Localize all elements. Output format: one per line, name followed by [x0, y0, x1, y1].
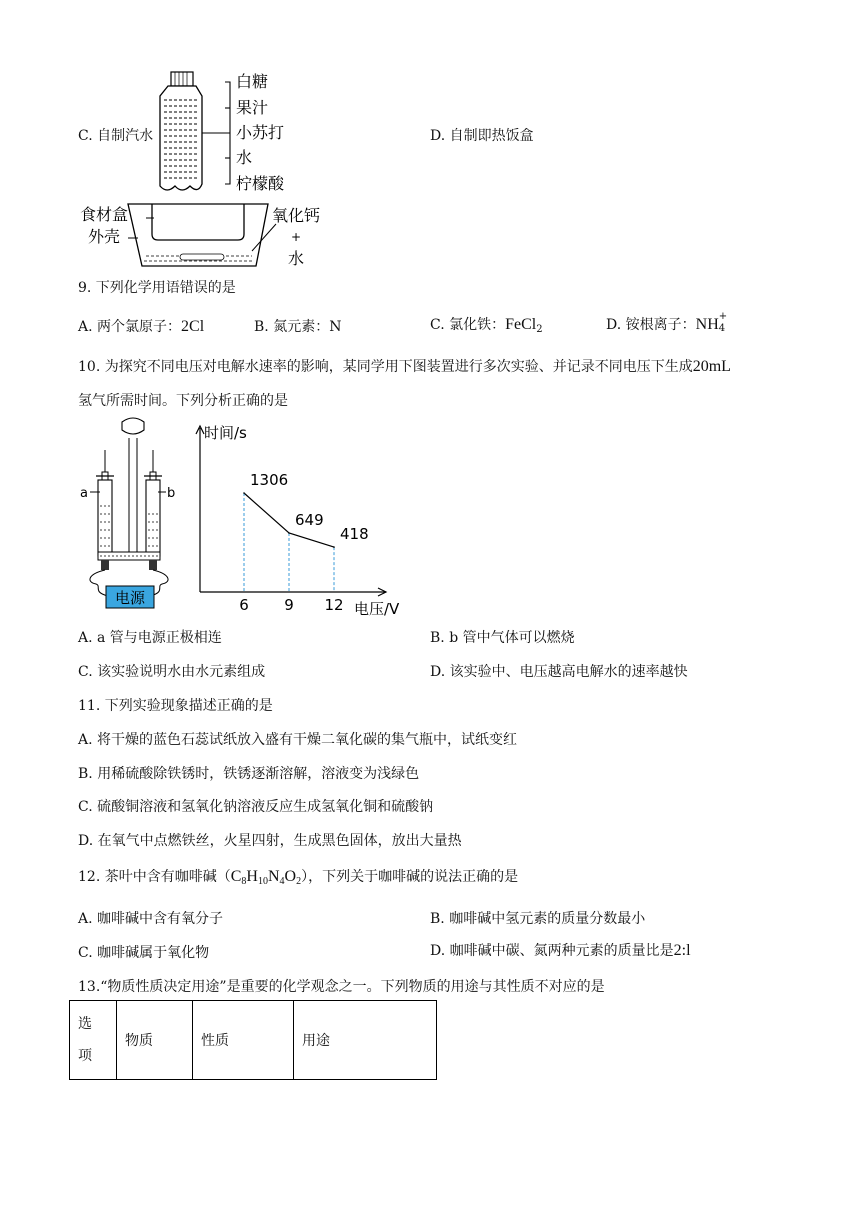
q9-option-c-text: C. 氯化铁：	[430, 317, 506, 333]
data-point-12	[333, 546, 335, 548]
q11-option-d: D. 在氧气中点燃铁丝，火星四射，生成黑色固体，放出大量热	[78, 833, 462, 849]
q10-option-a: A. a 管与电源正极相连	[78, 630, 222, 646]
electrolysis-apparatus	[78, 414, 190, 614]
q10-option-b: B. b 管中气体可以燃烧	[430, 630, 575, 646]
bottle-label-juice: 果汁	[236, 98, 269, 117]
header-substance: 物质	[117, 1001, 193, 1080]
q9-option-c	[430, 314, 543, 335]
lunchbox-label-water: 水	[288, 249, 305, 268]
q12-option-d-text: D. 咖啡碱中碳、氮两种元素的质量比是	[430, 943, 674, 959]
bottle-label-water: 水	[236, 148, 253, 167]
q11-stem: 11. 下列实验现象描述正确的是	[78, 698, 273, 714]
q9-option-d-subscript: 4	[718, 323, 726, 334]
y-axis-label: 时间/s	[204, 424, 247, 442]
q13-table	[69, 1000, 437, 1080]
q9-option-c-formula: FeCl	[505, 316, 537, 333]
header-use: 用途	[294, 1001, 437, 1080]
table-header-row	[70, 1001, 437, 1080]
power-supply-label: 电源	[114, 589, 146, 607]
header-property: 性质	[193, 1001, 294, 1080]
voltage-time-chart	[190, 414, 420, 620]
q9-option-b: B. 氮元素：N	[254, 319, 342, 335]
x-tick-label-9: 9	[284, 596, 294, 614]
bottle-label-citric-acid: 柠檬酸	[236, 174, 285, 193]
q10-option-d: D. 该实验中、电压越高电解水的速率越快	[430, 664, 688, 680]
q8-figures	[80, 66, 340, 272]
q11-option-c: C. 硫酸铜溶液和氢氧化钠溶液反应生成氢氧化铜和硫酸钠	[78, 799, 434, 815]
q9-stem: 9. 下列化学用语错误的是	[78, 280, 236, 296]
q9-option-a-text: A. 两个氯原子：	[78, 319, 182, 335]
q9-option-d	[606, 311, 728, 334]
q13-stem: 13.“物质性质决定用途”是重要的化学观念之一。下列物质的用途与其性质不对应的是	[78, 979, 605, 995]
q12-formula: $C_8H_{10}N_4O_2$	[230, 868, 302, 887]
q9-option-d-superscript: +	[718, 311, 728, 322]
q12-stem	[78, 866, 518, 887]
q12-option-c: C. 咖啡碱属于氧化物	[78, 945, 210, 961]
q8-option-c-label: C. 自制汽水	[78, 128, 154, 144]
data-point-6	[243, 492, 245, 494]
heat-lunchbox-figure	[80, 204, 320, 268]
q12-option-a: A. 咖啡碱中含有氧分子	[78, 911, 224, 927]
q12-option-d-ratio: 2:l	[673, 942, 691, 959]
data-point-9	[288, 532, 290, 534]
data-label-418: 418	[340, 525, 369, 544]
q12-option-d	[430, 940, 691, 960]
lunchbox-label-shell: 外壳	[88, 227, 121, 246]
q9-option-a	[78, 316, 204, 336]
data-label-649: 649	[295, 511, 324, 529]
x-tick-label-6: 6	[239, 596, 249, 614]
header-option: 选 项	[70, 1001, 117, 1080]
q9-option-d-text: D. 铵根离子：	[606, 317, 696, 333]
tube-a-label: a	[80, 486, 88, 501]
q11-option-b: B. 用稀硫酸除铁锈时，铁锈逐渐溶解，溶液变为浅绿色	[78, 766, 420, 782]
q12-stem-pre: 12. 茶叶中含有咖啡碱（	[78, 869, 231, 885]
tube-b-label: b	[167, 486, 176, 501]
q10-stem-amount: 20mL	[692, 358, 731, 375]
x-tick-label-12: 12	[324, 596, 344, 614]
q9-option-a-formula: 2Cl	[181, 318, 205, 335]
soda-bottle-figure	[160, 72, 285, 193]
q10-option-c: C. 该实验说明水由水元素组成	[78, 664, 266, 680]
q9-option-c-subscript: 2	[536, 324, 543, 335]
bottle-label-sugar: 白糖	[236, 72, 269, 91]
lunchbox-label-calcium-oxide: 氧化钙	[272, 206, 321, 225]
q10-stem-line2: 氢气所需时间。下列分析正确的是	[78, 393, 288, 409]
bottle-label-baking-soda: 小苏打	[236, 123, 285, 142]
q8-option-d-label: D. 自制即热饭盒	[430, 128, 534, 144]
lunchbox-label-plus: +	[291, 230, 302, 244]
q12-stem-post: ），下列关于咖啡碱的说法正确的是	[301, 869, 519, 885]
q10-stem-text: 10. 为探究不同电压对电解水速率的影响，某同学用下图装置进行多次实验、并记录不同电压下生成	[78, 359, 693, 375]
q11-option-a: A. 将干燥的蓝色石蕊试纸放入盛有干燥二氧化碳的集气瓶中，试纸变红	[78, 732, 518, 748]
q12-option-b: B. 咖啡碱中氢元素的质量分数最小	[430, 911, 646, 927]
x-axis-label: 电压/V	[354, 600, 400, 618]
q9-option-d-formula: NH	[695, 316, 719, 333]
data-label-1306: 1306	[250, 471, 289, 489]
q10-stem-line1	[78, 356, 731, 376]
lunchbox-label-food-box: 食材盒	[80, 205, 129, 224]
